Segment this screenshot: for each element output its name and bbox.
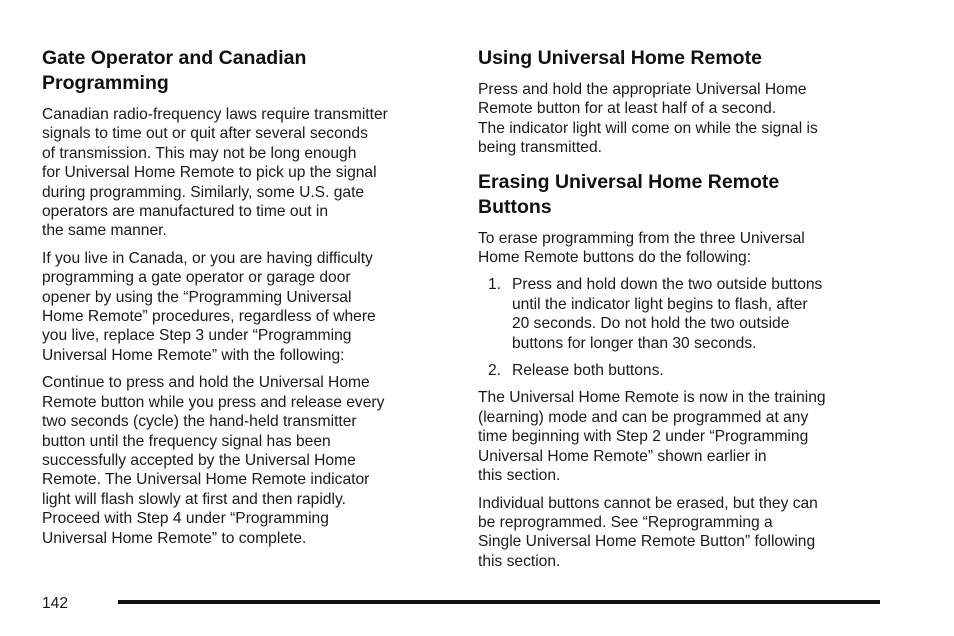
step-text: Release both buttons. (512, 362, 664, 380)
section-heading-gate-operator: Gate Operator and Canadian Programming (42, 47, 307, 94)
step-text: Press and hold down the two outside buttons until the indicator light begins to flash, after 20 seconds. Do not hold the two outside buttons for longer than 30 seconds. (512, 276, 823, 352)
erase-steps-list (478, 275, 898, 380)
list-item (478, 361, 898, 380)
paragraph-press-and-hold: Press and hold the appropriate Universal Home Remote button for at least half of a second. The indicator light will come on while the signal is being transmitted. (478, 81, 818, 157)
step-number: 1. (488, 276, 502, 294)
section-heading-using-remote: Using Universal Home Remote (478, 47, 762, 69)
paragraph-individual-buttons: Individual buttons cannot be erased, but they can be reprogrammed. See “Reprogramming a Single Universal Home Remote Button” following this section. (478, 494, 818, 570)
left-column (42, 46, 447, 556)
step-number: 2. (488, 362, 502, 380)
footer-divider (118, 600, 880, 604)
page-number: 142 (42, 595, 69, 612)
paragraph-canadian-laws: Canadian radio-frequency laws require transmitter signals to time out or quit after several seconds of transmission. This may not be long enough for Universal Home Remote to pick up the signal during programming. Similarly, some U.S. gate operators are manufactured to time out in the same manner. (42, 106, 388, 240)
paragraph-training-mode: The Universal Home Remote is now in the training (learning) mode and can be programmed at any time beginning with Step 2 under “Programming Universal Home Remote” shown earlier in this section. (478, 389, 826, 485)
right-column (478, 46, 898, 579)
section-heading-erasing-buttons: Erasing Universal Home Remote Buttons (478, 170, 780, 218)
paragraph-continue-to-press: Continue to press and hold the Universal Home Remote button while you press and release every two seconds (cycle) the hand-held transmitter button until the frequency signal has been successfully accepted by the Universal Home Remote. The Universal Home Remote indicator light will flash slowly at first and then rapidly. Proceed with Step 4 under “Programming Universal Home Remote” to complete. (42, 374, 385, 547)
list-item (478, 275, 898, 353)
paragraph-if-you-live-in-canada: If you live in Canada, or you are having difficulty programming a gate operator or garage door opener by using the “Programming Universal Home Remote” procedures, regardless of where you live, replace Step 3 under “Programming Universal Home Remote” with the following: (42, 249, 376, 364)
paragraph-to-erase: To erase programming from the three Universal Home Remote buttons do the following: (478, 229, 805, 267)
